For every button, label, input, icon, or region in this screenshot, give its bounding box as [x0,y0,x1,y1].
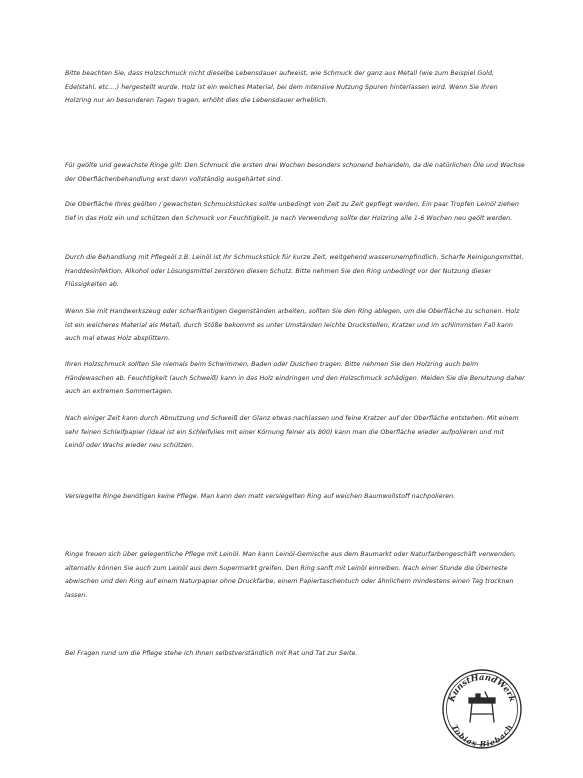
paragraph-chemicals: Durch die Behandlung mit Pflegeöl z.B. Leinöl ist Ihr Schmuckstück für kurze Zeit, weitgehend wasserunempfindlich. Scharfe Reinigungsmittel, Handdesinfektion, Alkohol oder Lösungsmittel zerstören diesen Schutz. Bitte nehmen Sie den Ring unbedingt vor der Nutzung dieser Flüssigkeiten ab. [65,254,524,288]
workbench-icon [469,692,495,722]
kunsthandwerk-logo [441,668,523,750]
paragraph-contact: Bei Fragen rund um die Pflege stehe ich Ihnen selbstverständlich mit Rat und Tat zur Seite. [65,650,358,657]
logo-text-top: KunstHandWerk [446,671,518,703]
paragraph-durability: Bitte beachten Sie, dass Holzschmuck nicht dieselbe Lebensdauer aufweist, wie Schmuck der ganz aus Metall (wie zum Beispiel Gold, Edelstahl, etc....) hergestellt wurde. Holz ist ein weiches Material, bei dem intensive Nutzung Spuren hinterlassen wird. Wenn Sie Ihren Holzring nur an besonderen Tagen tragen, erhöht dies die Lebensdauer erheblich. [65,70,498,104]
paragraph-sealed-rings: Versiegelte Ringe benötigen keine Pflege. Man kann den matt versiegelten Ring auf weichen Baumwollstoff nachpolieren. [65,493,456,500]
paragraph-oiling-care: Die Oberfläche Ihres geölten / gewachsten Schmuckstückes sollte unbedingt von Zeit zu Zeit gepflegt werden. Ein paar Tropfen Leinöl ziehen tief in das Holz ein und schützen den Schmuck vor Feuchtigkeit. Je nach Verwendung sollte der Holzring alle 1-6 Wochen neu geölt werden. [65,201,519,222]
paragraph-oiled-rings: Für geölte und gewachste Ringe gilt: Den Schmuck die ersten drei Wochen besonders schonend behandeln, da die natürlichen Öle und Wachse der Oberflächenbehandlung erst dann vollständig ausgehärtet sind. [65,162,525,183]
logo-text-bottom: Tobias Biebach [449,723,515,749]
paragraph-linseed-care: Ringe freuen sich über gelegentliche Pflege mit Leinöl. Man kann Leinöl-Gemische aus dem Baumarkt oder Naturfarbengeschäft verwenden, alternativ können Sie auch zum Leinöl aus dem Supermarkt greifen. Den Ring sanft mit Leinöl einreiben. Nach einer Stunde die Überreste abwischen und den Ring auf einem Naturpapier ohne Druckfarbe, einem Papiertaschentuch oder ähnlichem mindestens einen Tag trocknen lassen. [65,551,517,599]
paragraph-tools: Wenn Sie mit Handwerkszeug oder scharfkantigen Gegenständen arbeiten, sollten Sie den Ring ablegen, um die Oberfläche zu schonen. Holz ist ein weicheres Material als Metall, durch Stöße bekommt es unter Umständen leichte Druckstellen, Kratzer und im schlimmsten Fall kann auch mal etwas Holz absplittern. [65,308,520,342]
paragraph-water: Ihren Holzschmuck sollten Sie niemals beim Schwimmen, Baden oder Duschen tragen. Bitte nehmen Sie den Holzring auch beim Händewaschen ab. Feuchtigkeit (auch Schweiß) kann in das Holz eindringen und den Holzschmuck schädigen. Meiden Sie die Benutzung daher auch an extremen Sommertagen. [65,361,525,395]
paragraph-polishing: Nach einiger Zeit kann durch Abnutzung und Schweiß der Glanz etwas nachlassen und feine Kratzer auf der Oberfläche entstehen. Mit einem sehr feinen Schleifpapier (ideal ist ein Schleifvlies mit einer Körnung feiner als 800) kann man die Oberfläche wieder aufpolieren und mit Leinöl oder Wachs wieder neu schützen. [65,415,519,449]
